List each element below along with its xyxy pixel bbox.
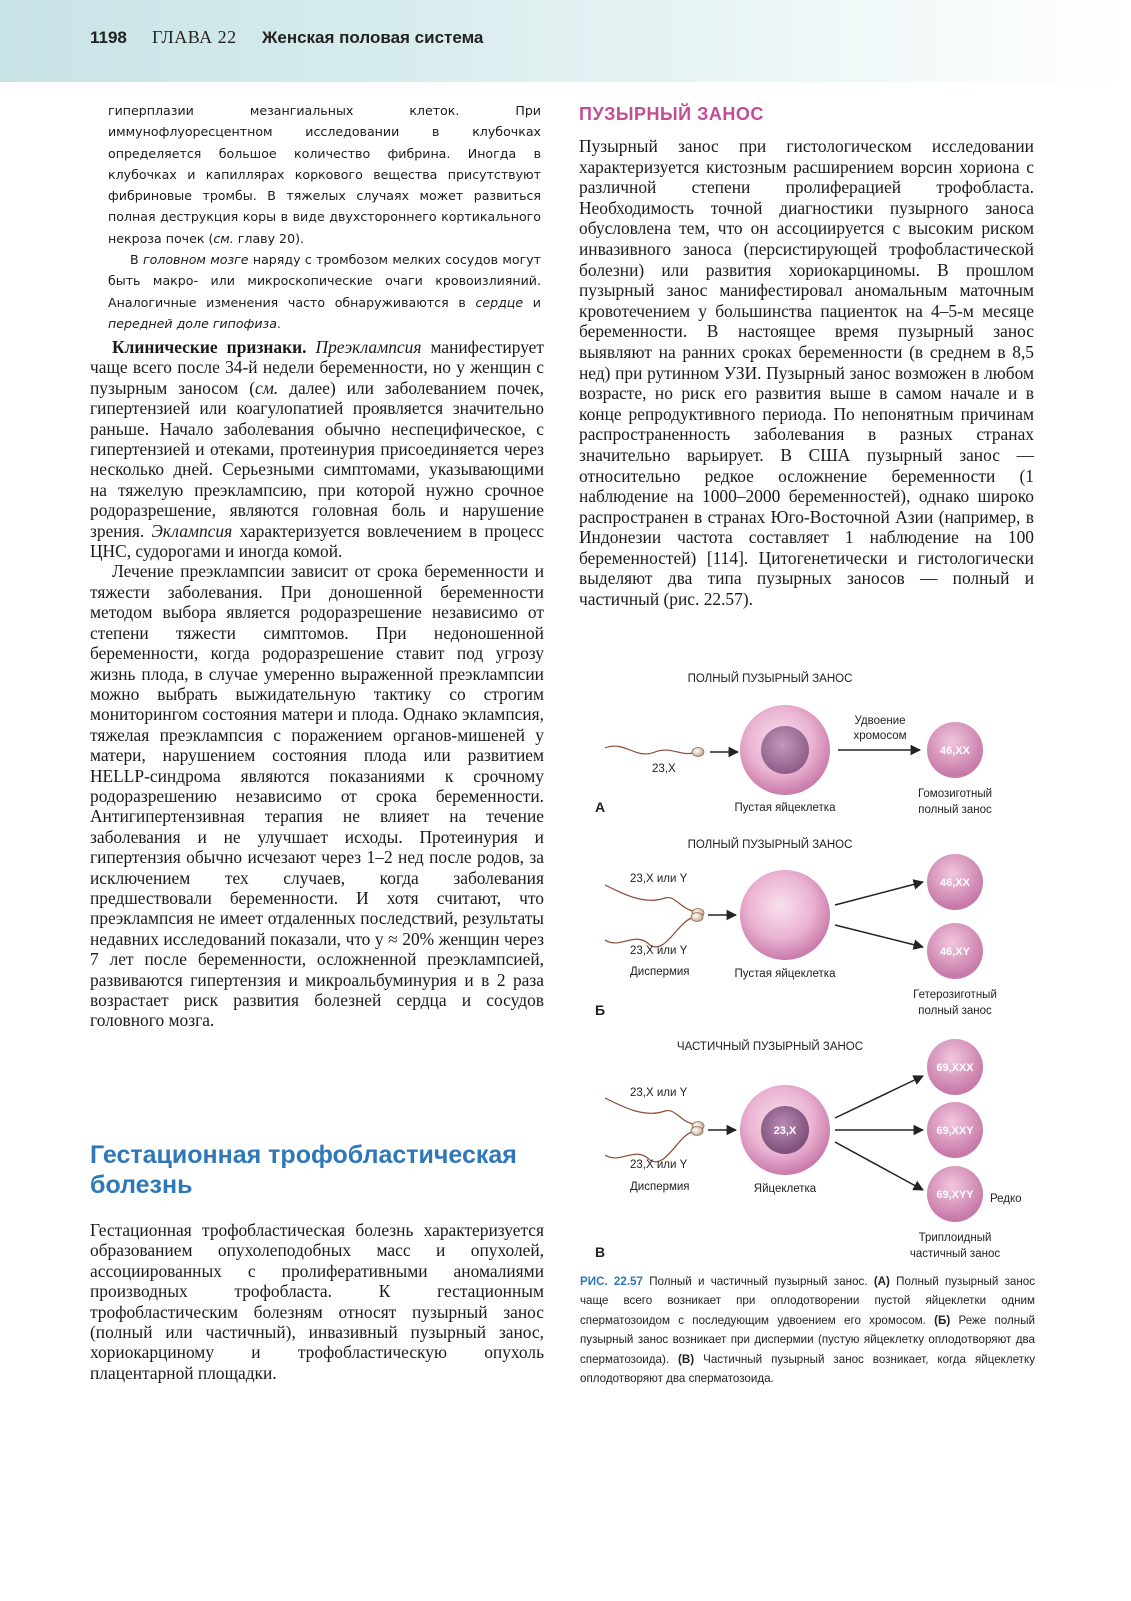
result-b-label-2: полный занос (918, 1005, 992, 1017)
sperm-b1 (605, 885, 704, 918)
result-c-label-1: Триплоидный (918, 1232, 992, 1244)
result-b-label-1: Гетерозиготный (913, 989, 997, 1001)
panel-c-title: ЧАСТИЧНЫЙ ПУЗЫРНЫЙ ЗАНОС (676, 1041, 864, 1053)
result-a-text: 46,XX (940, 745, 970, 757)
sperm-b2 (605, 913, 703, 947)
result-c-label-2: частичный занос (909, 1248, 1001, 1260)
sperm-a-label: 23,X (652, 763, 676, 775)
figure-22-57 (580, 660, 1040, 1270)
paragraph: В головном мозге наряду с тромбозом мелких сосудов могут быть макро- или микроскопические очаги кровоизлияний. Аналогичные изменения часто обнаруживаются в сердце и передней доле гипофиза. (108, 252, 541, 331)
result-b1-text: 46,XX (940, 877, 970, 889)
egg-c-label: Яйцеклетка (753, 1183, 817, 1195)
paragraph: гиперплазии мезангиальных клеток. При иммунофлуоресцентном исследовании в клубочках определяется большое количество фибрина. Иногда в клубочках и капиллярах коркового вещества присутствуют фибриновые тромбы. В тяжелых случаях может развиться полная деструкция коры в виде двухстороннего кортикального некроза почек (см. главу 20). (108, 103, 541, 246)
section-heading: Гестационная трофобластическая болезнь (90, 1141, 517, 1199)
panel-c-letter: B (595, 1244, 606, 1260)
clinical-signs-text (90, 337, 544, 1031)
duplication-label-2: хромосом (853, 730, 907, 742)
paragraph: Лечение преэклампсии зависит от срока беременности и тяжести заболевания. При доношенной беременности методом выбора является родоразрешение независимо от степени тяжести симптомов. При недоношенной беременности, когда родоразрешение ставит под угрозу жизнь плода, в случае умеренно выраженной преэклампсии можно выбрать выжидательную тактику со строгим мониторингом состояния матери и плода. Однако эклампсия, тяжелая преэклампсия с поражением органов-мишеней у матери, нарушением состояния плода или развитием HELLP-синдрома являются показаниями к срочному родоразрешению независимо от срока беременности. Антигипертензивная терапия не влияет на течение заболевания и не улучшает исходы. Протеинурия и гипертензия обычно исчезают через 1–2 нед после родов, за исключением тех случаев, когда заболевания предшествовали беременности. И хотя считают, что преэклампсия не имеет отдаленных последствий, результаты недавних исследований показали, что у ≈ 20% женщин через 7 лет после беременности, осложненной преэклампсией, развиваются гипертензия и микроальбуминурия и в 2 раза возрастает риск развития болезней сердца и сосудов головного мозга. (90, 561, 544, 1031)
panel-a-letter: A (595, 799, 606, 815)
chapter-title: Женская половая система (262, 28, 484, 47)
sperm-a (605, 746, 704, 756)
sperm-b2-label: 23,X или Y (630, 945, 688, 957)
page-number: 1198 (90, 28, 127, 47)
sperm-c1-label: 23,X или Y (630, 1087, 688, 1099)
subsection-heading: ПУЗЫРНЫЙ ЗАНОС (579, 104, 764, 124)
panel-b-title: ПОЛНЫЙ ПУЗЫРНЫЙ ЗАНОС (687, 839, 853, 851)
rare-label: Редко (990, 1193, 1022, 1205)
sperm-b1-label: 23,X или Y (630, 873, 688, 885)
duplication-label-1: Удвоение (854, 715, 906, 727)
result-b2-text: 46,XY (940, 946, 970, 958)
empty-egg-b (740, 870, 830, 960)
gtd-text (90, 1220, 544, 1383)
result-a-label-2: полный занос (918, 804, 992, 816)
figure-caption: РИС. 22.57 Полный и частичный пузырный занос. (А) Полный пузырный занос чаще всего возникает при оплодотворении пустой яйцеклетки одним сперматозоидом с последующим удвоением его хромосом. (Б) Реже полный пузырный занос возникает при диспермии (пустую яйцеклетку оплодотворяют два сперматозоида). (В) Частичный пузырный занос возникает, когда яйцеклетку оплодотворяют два сперматозоида. (580, 1275, 1035, 1386)
dispermy-b: Диспермия (630, 966, 690, 978)
sperm-c2-label: 23,X или Y (630, 1159, 688, 1171)
panel-a-title: ПОЛНЫЙ ПУЗЫРНЫЙ ЗАНОС (687, 673, 853, 685)
sperm-c2 (605, 1127, 703, 1162)
result-c3-text: 69,XYY (936, 1189, 974, 1201)
paragraph: Пузырный занос при гистологическом исследовании характеризуется кистозным расширением ворсин хориона с различной степени пролиферацией трофобласта. Необходимость точной диагностики пузырного заноса обусловлена тем, что он ассоциируется с высоким риском инвазивного заноса (персистирующей трофобластической болезни) или развития хориокарциномы. В прошлом пузырный занос манифестировал аномальным маточным кровотечением у большинства пациенток на 4–5-м месяце беременности. В настоящее время пузырный занос выявляют на ранних сроках беременности (в среднем в 8,5 нед) при рутинном УЗИ. Пузырный занос возможен в любом возрасте, но риск его развития выше в самом начале и в конце репродуктивного периода. По непонятным причинам распространенность заболевания в разных странах значительно варьирует. В США пузырный занос — относительно редкое осложнение беременности (1 наблюдение на 1000–2000 беременностей), однако широко распространен в странах Юго-Восточной Азии (например, в Индонезии частота составляет 1 наблюдение на 100 беременностей) [114]. Цитогенетически и гистологически выделяют два типа пузырных заносов — полный и частичный (рис. 22.57). (579, 136, 1034, 610)
result-c2-text: 69,XXY (936, 1125, 974, 1137)
egg-c-nucleus: 23,X (773, 1125, 797, 1137)
mole-text (579, 136, 1034, 610)
result-c1-text: 69,XXX (936, 1062, 974, 1074)
egg-a-label: Пустая яйцеклетка (734, 802, 836, 814)
sperm-c1 (605, 1098, 704, 1131)
dispermy-c: Диспермия (630, 1181, 690, 1193)
result-a-label-1: Гомозиготный (917, 788, 993, 800)
egg-b-label: Пустая яйцеклетка (734, 968, 836, 980)
continuation-text (108, 100, 541, 334)
paragraph: Клинические признаки. Преэклампсия манифестирует чаще всего после 34-й недели беременности, но у женщин с пузырным заносом (см. далее) или заболеванием почек, гипертензией или коагулопатией проявляется значительно раньше. Начало заболевания обычно неспецифическое, с гипертензией и отеками, протеинурия присоединяется через несколько дней. Серьезными симптомами, указывающими на тяжелую преэклампсию, при которой нужно срочное родоразрешение, являются головная боль и нарушение зрения. Эклампсия характеризуется вовлечением в процесс ЦНС, судорогами и иногда комой. (90, 337, 545, 562)
paragraph: Гестационная трофобластическая болезнь характеризуется образованием опухолеподобных масс и опухолей, ассоциированных с пролиферативными аномалиями производных трофобласта. К гестационным трофобластическим болезням относят пузырный занос (полный или частичный), инвазивный пузырный занос, хориокарциному и трофобластическую опухоль плацентарной площадки. (90, 1220, 544, 1383)
chapter-label: ГЛАВА 22 (152, 27, 237, 47)
panel-b-letter: Б (595, 1002, 606, 1018)
